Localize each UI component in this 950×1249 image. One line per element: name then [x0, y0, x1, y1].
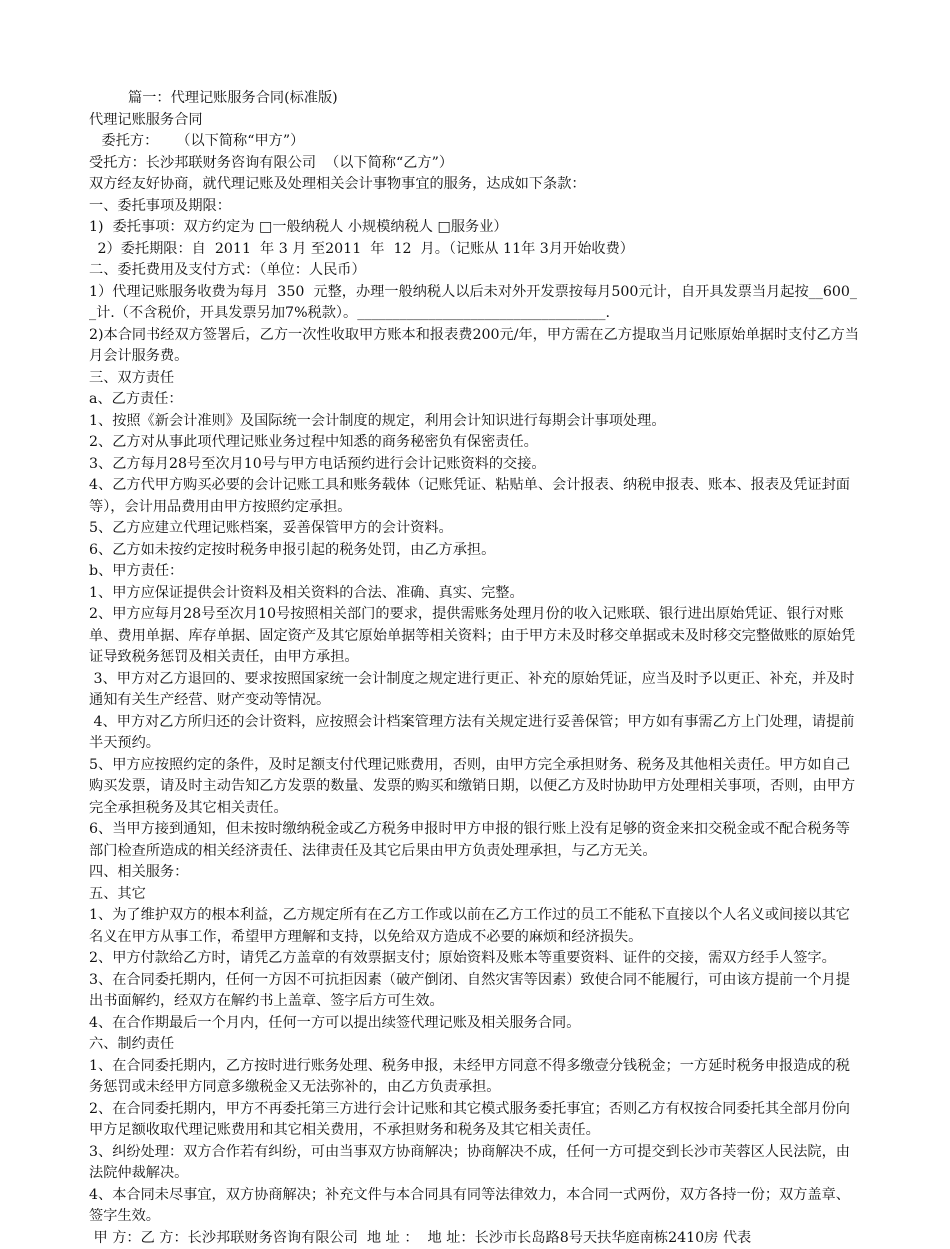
clause-paragraph: 6、当甲方接到通知，但未按时缴纳税金或乙方税务申报时甲方申报的银行账上没有足够的资金来扣交税金或不配合税务等部门检查所造成的相关经济责任、法律责任及其它后果由甲方负责处理承担，与乙方无关。: [89, 819, 862, 862]
section-heading: 二、委托费用及支付方式：（单位：人民币）: [89, 260, 862, 282]
document-title: 篇一：代理记账服务合同(标准版): [89, 88, 862, 110]
clause-paragraph: 4、本合同未尽事宜，双方协商解决；补充文件与本合同具有同等法律效力，本合同一式两份，双方各持一份；双方盖章、签字生效。: [89, 1185, 862, 1228]
contract-heading: 代理记账服务合同: [89, 110, 862, 132]
subsection-heading: a、乙方责任：: [89, 389, 862, 411]
section-heading: 四、相关服务：: [89, 862, 862, 884]
clause-paragraph: 5、甲方应按照约定的条件，及时足额支付代理记账费用，否则，由甲方完全承担财务、税务及其他相关责任。甲方如自己购买发票，请及时主动告知乙方发票的数量、发票的购买和缴销日期，以便乙方及时协助甲方处理相关事项，否则，由甲方完全承担税务及其它相关责任。: [89, 755, 862, 820]
clause-paragraph: 2、甲方应每月28号至次月10号按照相关部门的要求，提供需账务处理月份的收入记账联、银行进出原始凭证、银行对账单、费用单据、库存单据、固定资产及其它原始单据等相关资料；由于甲方未及时移交单据或未及时移交完整做账的原始凭证导致税务惩罚及相关责任，由甲方承担。: [89, 604, 862, 669]
clause-line: 2）委托期限：自 2011 年 3 月 至2011 年 12 月。（记账从 11年 3月开始收费）: [89, 239, 862, 261]
clause-line: 1、按照《新会计准则》及国际统一会计制度的规定，利用会计知识进行每期会计事项处理。: [89, 411, 862, 433]
clause-line: 6、乙方如未按约定按时税务申报引起的税务处罚，由乙方承担。: [89, 540, 862, 562]
clause-paragraph: 2)本合同书经双方签署后，乙方一次性收取甲方账本和报表费200元/年，甲方需在乙方提取当月记账原始单据时支付乙方当月会计服务费。: [89, 325, 862, 368]
client-party-line: 委托方： （以下简称“甲方”）: [89, 131, 862, 153]
section-heading: 三、双方责任: [89, 368, 862, 390]
section-heading: 一、委托事项及期限：: [89, 196, 862, 218]
clause-line: 3、乙方每月28号至次月10号与甲方电话预约进行会计记账资料的交接。: [89, 454, 862, 476]
clause-paragraph: 3、甲方对乙方退回的、要求按照国家统一会计制度之规定进行更正、补充的原始凭证，应当及时予以更正、补充，并及时通知有关生产经营、财产变动等情况。: [89, 669, 862, 712]
clause-line: 1、甲方应保证提供会计资料及相关资料的合法、准确、真实、完整。: [89, 583, 862, 605]
clause-line: 5、乙方应建立代理记账档案，妥善保管甲方的会计资料。: [89, 518, 862, 540]
section-heading: 五、其它: [89, 884, 862, 906]
subsection-heading: b、甲方责任：: [89, 561, 862, 583]
clause-paragraph: 3、纠纷处理：双方合作若有纠纷，可由当事双方协商解决；协商解决不成，任何一方可提交到长沙市芙蓉区人民法院，由法院仲裁解决。: [89, 1142, 862, 1185]
clause-paragraph: 4、甲方对乙方所归还的会计资料，应按照会计档案管理方法有关规定进行妥善保管；甲方如有事需乙方上门处理，请提前半天预约。: [89, 712, 862, 755]
clause-line: 1) 委托事项：双方约定为 □一般纳税人 小规模纳税人 □服务业）: [89, 217, 862, 239]
clause-paragraph: 2、在合同委托期内，甲方不再委托第三方进行会计记账和其它模式服务委托事宜；否则乙方有权按合同委托其全部月份向甲方足额收取代理记账费用和其它相关费用，不承担财务和税务及其它相关责任。: [89, 1099, 862, 1142]
clause-paragraph: 4、乙方代甲方购买必要的会计记账工具和账务载体（记账凭证、粘贴单、会计报表、纳税申报表、账本、报表及凭证封面等），会计用品费用由甲方按照约定承担。: [89, 475, 862, 518]
clause-paragraph: 1、在合同委托期内，乙方按时进行账务处理、税务申报，未经甲方同意不得多缴壹分钱税金；一方延时税务申报造成的税务惩罚或未经甲方同意多缴税金又无法弥补的，由乙方负责承担。: [89, 1056, 862, 1099]
agent-party-line: 受托方：长沙邦联财务咨询有限公司 （以下简称“乙方”）: [89, 153, 862, 175]
signature-line: 甲 方：乙 方：长沙邦联财务咨询有限公司 地 址 ： 地 址：长沙市长岛路8号天扶华庭南栋2410房 代表: [89, 1228, 862, 1249]
clause-line: 2、乙方对从事此项代理记账业务过程中知悉的商务秘密负有保密责任。: [89, 432, 862, 454]
section-heading: 六、制约责任: [89, 1034, 862, 1056]
clause-paragraph: 1、为了维护双方的根本利益，乙方规定所有在乙方工作或以前在乙方工作过的员工不能私下直接以个人名义或间接以其它名义在甲方从事工作，希望甲方理解和支持，以免给双方造成不必要的麻烦和经济损失。: [89, 905, 862, 948]
clause-paragraph: 3、在合同委托期内，任何一方因不可抗拒因素（破产倒闭、自然灾害等因素）致使合同不能履行，可由该方提前一个月提出书面解约，经双方在解约书上盖章、签字后方可生效。: [89, 970, 862, 1013]
clause-paragraph: 2、甲方付款给乙方时，请凭乙方盖章的有效票据支付；原始资料及账本等重要资料、证件的交接，需双方经手人签字。: [89, 948, 862, 970]
clause-paragraph: 1）代理记账服务收费为每月 350 元整，办理一般纳税人以后未对外开发票按每月500元计，自开具发票当月起按__600__计.（不含税价，开具发票另加7%税款）。___________________________________.: [89, 282, 862, 325]
preamble-line: 双方经友好协商，就代理记账及处理相关会计事物事宜的服务，达成如下条款：: [89, 174, 862, 196]
clause-line: 4、在合作期最后一个月内，任何一方可以提出续签代理记账及相关服务合同。: [89, 1013, 862, 1035]
